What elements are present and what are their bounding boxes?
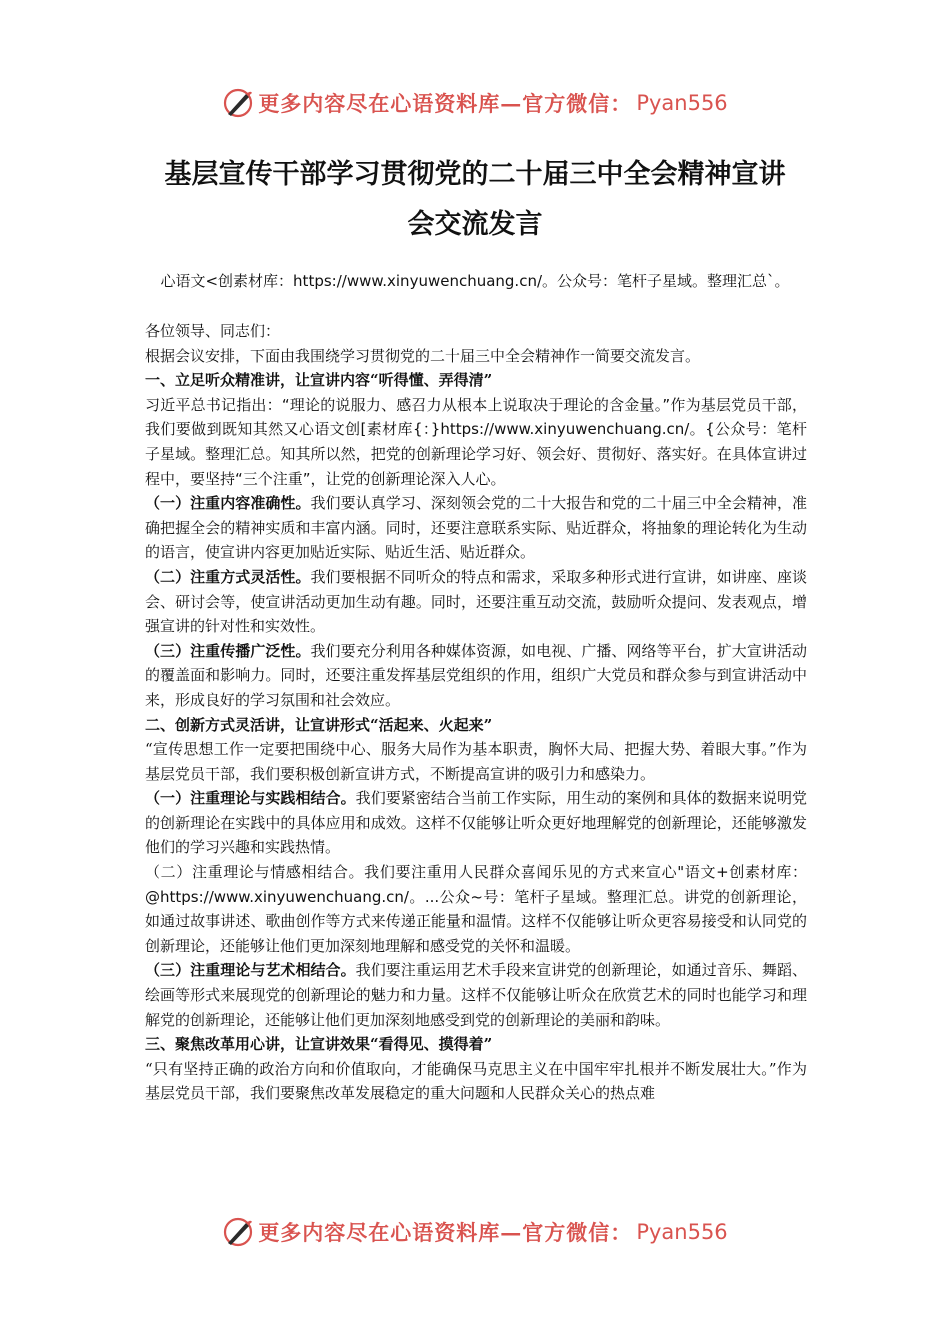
- source-note: 心语文<创素材库：https://www.xinyuwenchuang.cn/。公众号：笔杆子星域。整理汇总`。: [160, 272, 790, 290]
- quill-pen-logo-icon: [222, 87, 254, 119]
- section-3-heading: 三、聚焦改革用心讲，让宣讲效果“看得见、摸得着”: [145, 1035, 493, 1054]
- banner-wechat-id: Pyan556: [636, 1220, 728, 1244]
- document-title: [130, 150, 820, 250]
- intro-paragraph: 根据会议安排，下面由我围绕学习贯彻党的二十届三中全会精神作一简要交流发言。: [145, 346, 701, 365]
- title-line-1: 基层宣传干部学习贯彻党的二十届三中全会精神宣讲: [164, 159, 786, 190]
- item-text: 我们要认真学习、深刻领会党的二十大报告和党的二十届三中全会精神，准确把握全会的精神实质和丰富内涵。同时，还要注意联系实际、贴近群众，将抽象的理论转化为生动的语言，使宣讲内容更加贴近实际、贴近生活、贴近群众。: [145, 494, 807, 562]
- section-2-heading: 二、创新方式灵活讲，让宣讲形式“活起来、火起来”: [145, 715, 493, 734]
- section-1-item-2: [145, 565, 807, 639]
- banner-text: 更多内容尽在心语资料库—官方微信：: [258, 1220, 633, 1245]
- section-1-quote: 习近平总书记指出：“理论的说服力、感召力从根本上说取决于理论的含金量。”作为基层党员干部，我们要做到既知其然又心语文创[素材库{：}https://www.xinyuwenchuang.cn/。{公众号：笔杆子星域。整理汇总。知其所以然，把党的创新理论学习好、领会好、贯彻好、落实好。在具体宣讲过程中，要坚持“三个注重”，让党的创新理论深入人心。: [145, 395, 807, 488]
- banner-wechat-id: Pyan556: [636, 91, 728, 115]
- document-body: [145, 319, 807, 1106]
- section-1-item-1: [145, 491, 807, 565]
- greeting: 各位领导、同志们：: [145, 322, 281, 340]
- footer-watermark-banner: [0, 1212, 950, 1252]
- item-lead: （一）注重理论与实践相结合。: [145, 789, 356, 808]
- item-lead: （三）注重传播广泛性。: [145, 641, 311, 660]
- item-text: 我们要注重运用艺术手段来宣讲党的创新理论，如通过音乐、舞蹈、绘画等形式来展现党的创新理论的魅力和力量。这样不仅能够让听众在欣赏艺术的同时也能学习和理解党的创新理论，还能够让他们更加深刻地感受到党的创新理论的美丽和韵味。: [145, 961, 807, 1029]
- banner-text: 更多内容尽在心语资料库—官方微信：: [258, 91, 633, 116]
- section-3-quote: “只有坚持正确的政治方向和价值取向，才能确保马克思主义在中国牢牢扎根并不断发展壮大。”作为基层党员干部，我们要聚焦改革发展稳定的重大问题和人民群众关心的热点难: [145, 1059, 807, 1103]
- item-text: 我们要紧密结合当前工作实际，用生动的案例和具体的数据来说明党的创新理论在实践中的具体应用和成效。这样不仅能够让听众更好地理解党的创新理论，还能够激发他们的学习兴趣和实践热情。: [145, 789, 807, 857]
- header-watermark-banner: [0, 83, 950, 123]
- item-text: 我们要充分利用各种媒体资源，如电视、广播、网络等平台，扩大宣讲活动的覆盖面和影响力。同时，还要注重发挥基层党组织的作用，组织广大党员和群众参与到宣讲活动中来，形成良好的学习氛围和社会效应。: [145, 641, 807, 709]
- item-text: 我们要根据不同听众的特点和需求，采取多种形式进行宣讲，如讲座、座谈会、研讨会等，使宣讲活动更加生动有趣。同时，还要注重互动交流，鼓励听众提问、发表观点，增强宣讲的针对性和实效性。: [145, 567, 807, 636]
- item-lead: （二）注重方式灵活性。: [145, 567, 311, 586]
- section-1-item-3: [145, 639, 807, 713]
- title-line-2: 会交流发言: [407, 209, 543, 240]
- item-lead: （一）注重内容准确性。: [145, 494, 311, 513]
- quill-pen-logo-icon: [222, 1216, 254, 1248]
- section-1-heading: 一、立足听众精准讲，让宣讲内容“听得懂、弄得清”: [145, 371, 493, 390]
- item-lead: （三）注重理论与艺术相结合。: [145, 961, 356, 980]
- section-2-item-3: [145, 958, 807, 1032]
- section-2-quote: “宣传思想工作一定要把围绕中心、服务大局作为基本职责，胸怀大局、把握大势、着眼大事。”作为基层党员干部，我们要积极创新宣讲方式，不断提高宣讲的吸引力和感染力。: [145, 740, 807, 783]
- section-2-item-2: （二）注重理论与情感相结合。我们要注重用人民群众喜闻乐见的方式来宣心"语文+创素材库：@https://www.xinyuwenchuang.cn/。...公众~号：笔杆子星域。整理汇总。讲党的创新理论，如通过故事讲述、歌曲创作等方式来传递正能量和温情。这样不仅能够让听众更容易接受和认同党的创新理论，还能够让他们更加深刻地理解和感受党的关怀和温暖。: [145, 863, 807, 955]
- section-2-item-1: [145, 786, 807, 860]
